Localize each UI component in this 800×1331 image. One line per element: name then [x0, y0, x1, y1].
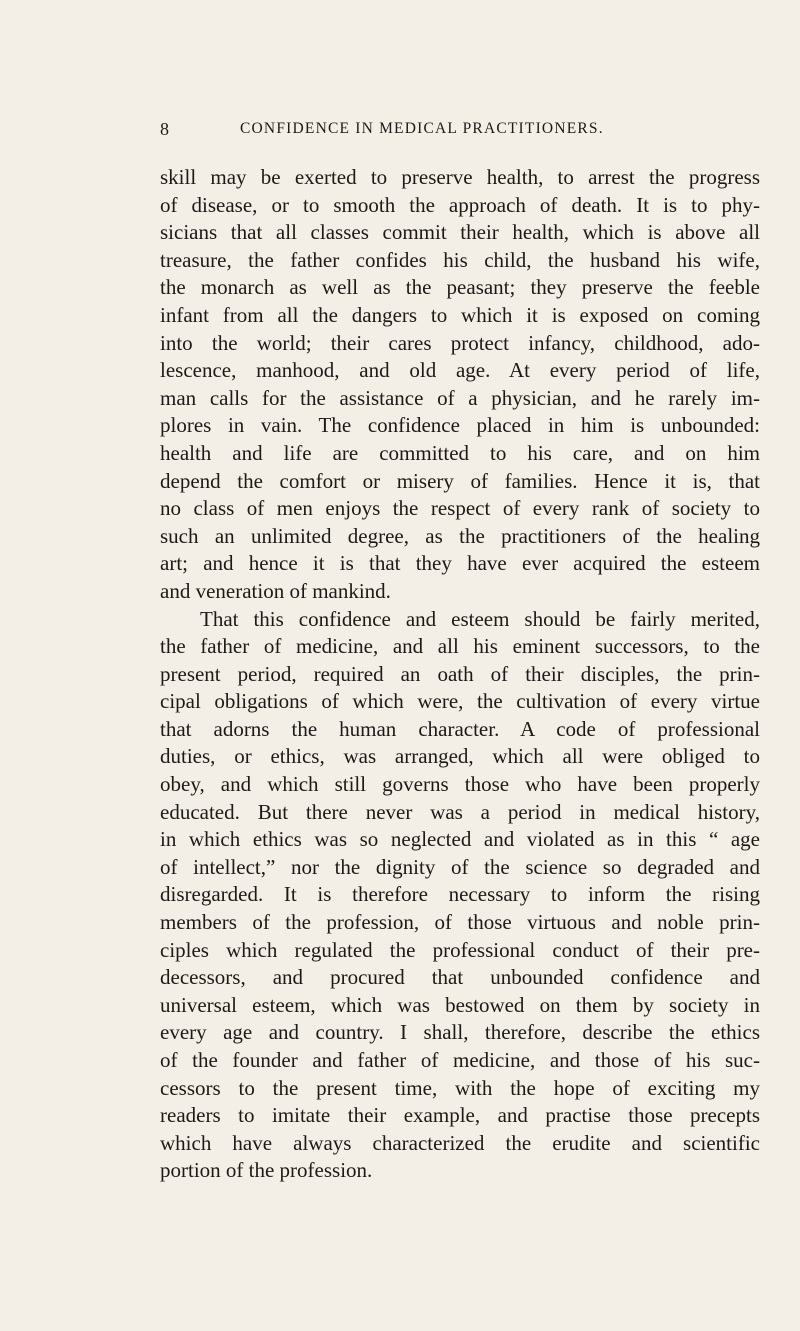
text-line: duties, or ethics, was arranged, which all were obliged to [160, 744, 760, 769]
text-line: into the world; their cares protect infancy, childhood, ado- [160, 330, 760, 355]
text-line: health and life are committed to his care, and on him [160, 440, 760, 465]
running-head-title: CONFIDENCE IN MEDICAL PRACTITIONERS. [240, 120, 604, 137]
page-number: 8 [160, 119, 170, 139]
paragraph-start-line: That this confidence and esteem should be fairly merited, [200, 606, 760, 631]
text-line: depend the comfort or misery of families. Hence it is, that [160, 468, 760, 493]
text-line: the father of medicine, and all his eminent successors, to the [160, 634, 760, 659]
text-line: plores in vain. The confidence placed in him is unbounded: [160, 413, 760, 438]
text-line: ciples which regulated the professional conduct of their pre- [160, 937, 760, 962]
text-line: that adorns the human character. A code of professional [160, 716, 760, 741]
text-line: cipal obligations of which were, the cultivation of every virtue [160, 689, 760, 714]
text-line: infant from all the dangers to which it is exposed on coming [160, 302, 760, 327]
text-line: every age and country. I shall, therefore, describe the ethics [160, 1020, 760, 1045]
text-line: of disease, or to smooth the approach of death. It is to phy- [160, 192, 760, 217]
text-line: which have always characterized the erudite and scientific [160, 1130, 760, 1155]
text-line: educated. But there never was a period in medical history, [160, 799, 760, 824]
text-line: members of the profession, of those virtuous and noble prin- [160, 910, 760, 935]
text-line: obey, and which still governs those who have been properly [160, 772, 760, 797]
text-line: such an unlimited degree, as the practitioners of the healing [160, 523, 760, 548]
text-line: man calls for the assistance of a physician, and he rarely im- [160, 385, 760, 410]
paragraph-end-line: and veneration of mankind. [160, 578, 391, 603]
text-line: sicians that all classes commit their health, which is above all [160, 220, 760, 245]
body-text [160, 164, 760, 1185]
text-line: of the founder and father of medicine, and those of his suc- [160, 1048, 760, 1072]
text-line: present period, required an oath of their disciples, the prin- [160, 661, 760, 686]
text-line: skill may be exerted to preserve health, to arrest the progress [160, 165, 760, 189]
text-line: lescence, manhood, and old age. At every period of life, [160, 358, 760, 383]
text-line: no class of men enjoys the respect of every rank of society to [160, 496, 760, 521]
text-line: disregarded. It is therefore necessary to inform the rising [160, 882, 760, 907]
text-line: art; and hence it is that they have ever acquired the esteem [160, 551, 760, 576]
text-line: of intellect,” nor the dignity of the science so degraded and [160, 854, 760, 879]
text-line: decessors, and procured that unbounded confidence and [160, 965, 760, 990]
text-line: the monarch as well as the peasant; they preserve the feeble [160, 275, 760, 300]
text-line: cessors to the present time, with the hope of exciting my [160, 1075, 760, 1100]
text-line: treasure, the father confides his child, the husband his wife, [160, 247, 760, 272]
text-line: readers to imitate their example, and practise those precepts [160, 1103, 760, 1128]
text-line: universal esteem, which was bestowed on them by society in [160, 992, 760, 1017]
running-head [160, 119, 760, 143]
paragraph-end-line: portion of the profession. [160, 1158, 373, 1183]
text-line: in which ethics was so neglected and violated as in this “ age [160, 827, 760, 852]
